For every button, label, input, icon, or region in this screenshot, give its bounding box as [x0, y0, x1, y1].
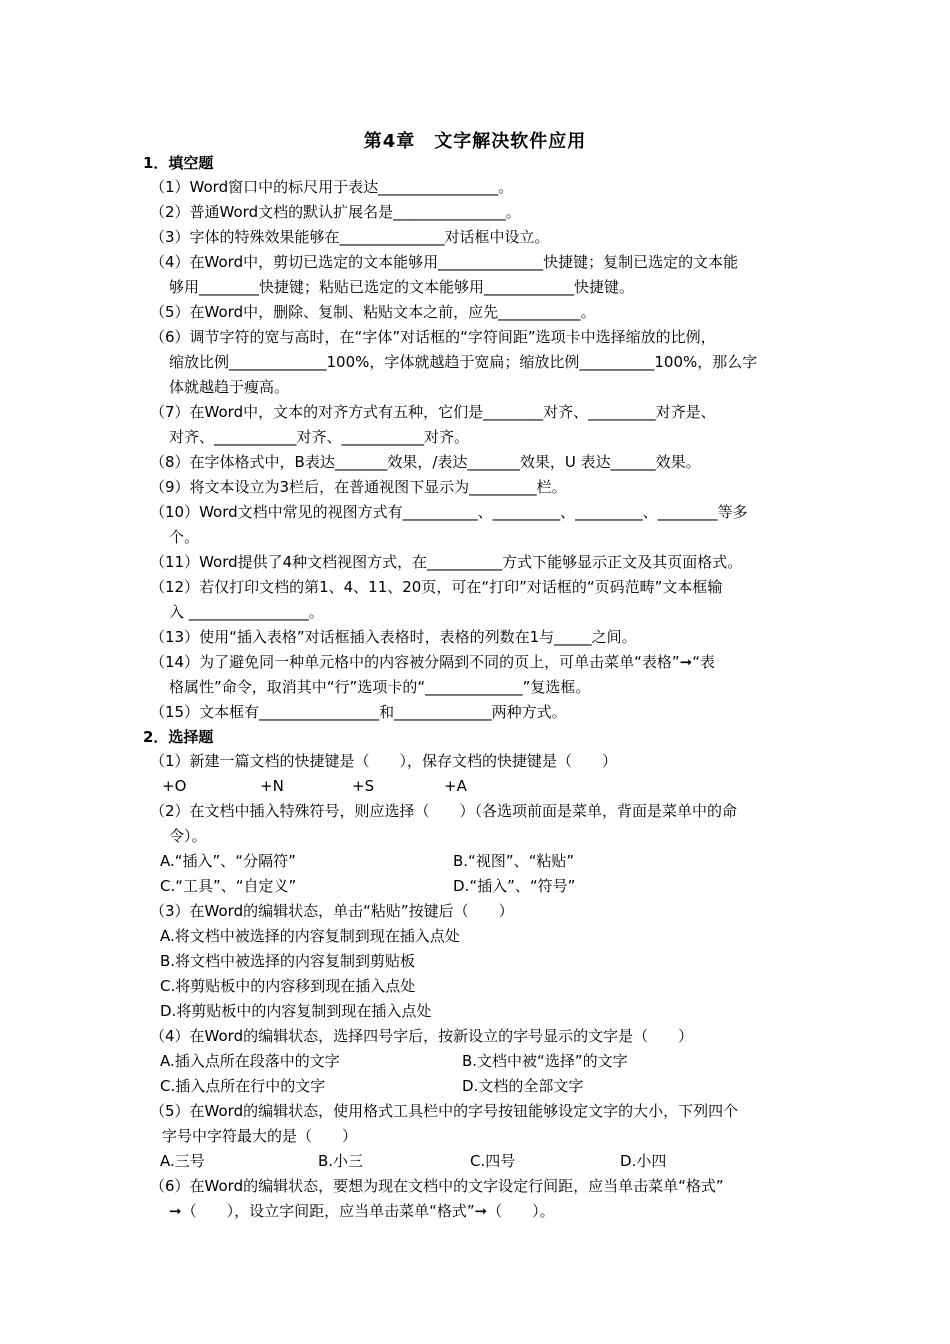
fill-section-heading: 1．填空题 — [143, 154, 214, 172]
choice-q2-option-a: A.“插入”、“分隔符” — [160, 852, 296, 870]
fill-q9: （9）将文本设立为3栏后，在普通视图下显示为_________栏。 — [150, 478, 567, 496]
choice-q5-option-c: C.四号 — [470, 1152, 516, 1170]
fill-q15: （15）文本框有________________和_____________两种方式。 — [150, 703, 567, 721]
fill-q12: （12）若仅打印文档的第1、4、11、20页，可在“打印”对话框的“页码范畴”文本框输 — [150, 578, 723, 596]
choice-q4-option-d: D.文档的全部文字 — [462, 1077, 584, 1095]
fill-q8: （8）在字体格式中，B表达_______效果，/表达_______效果，U 表达______效果。 — [150, 453, 701, 471]
choice-q1-option-4: +A — [444, 777, 467, 795]
choice-q5-option-a: A.三号 — [160, 1152, 205, 1170]
fill-q7: （7）在Word中，文本的对齐方式有五种，它们是________对齐、_________对齐是、 — [150, 403, 716, 421]
fill-q6-cont2: 体就越趋于瘦高。 — [169, 378, 290, 396]
choice-q5-cont: 字号中字符最大的是（ ） — [162, 1127, 358, 1145]
fill-q6-cont: 缩放比例_____________100%，字体就越趋于宽扁；缩放比例__________100%，那么字 — [169, 353, 758, 371]
choice-q5: （5）在Word的编辑状态，使用格式工具栏中的字号按钮能够设定文字的大小，下列四个 — [150, 1102, 739, 1120]
choice-q1-option-3: +S — [352, 777, 375, 795]
choice-q2-cont: 令）。 — [169, 827, 207, 845]
choice-q2-option-c: C.“工具”、“自定义” — [160, 877, 297, 895]
fill-q10-cont: 个。 — [169, 528, 200, 546]
choice-q4-option-b: B.文档中被“选择”的文字 — [462, 1052, 628, 1070]
choice-q5-option-d: D.小四 — [620, 1152, 667, 1170]
choice-q4: （4）在Word的编辑状态，选择四号字后，按新设立的字号显示的文字是（ ） — [150, 1027, 694, 1045]
fill-q13: （13）使用“插入表格”对话框插入表格时，表格的列数在1与_____之间。 — [150, 628, 637, 646]
choice-q1-option-2: +N — [260, 777, 284, 795]
fill-q10: （10）Word文档中常见的视图方式有__________、_________、_________、________等多 — [150, 503, 748, 521]
choice-q3-option-b: B.将文档中被选择的内容复制到剪贴板 — [160, 952, 416, 970]
choice-q3-option-a: A.将文档中被选择的内容复制到现在插入点处 — [160, 927, 460, 945]
fill-q4: （4）在Word中，剪切已选定的文本能够用______________快捷键；复制已选定的文本能 — [150, 253, 739, 271]
fill-q5: （5）在Word中，删除、复制、粘贴文本之前，应先___________。 — [150, 303, 596, 321]
choice-q4-option-a: A.插入点所在段落中的文字 — [160, 1052, 340, 1070]
fill-q12-cont: 入 ________________。 — [169, 603, 324, 621]
fill-q2: （2）普通Word文档的默认扩展名是_______________。 — [150, 203, 521, 221]
choice-q1-option-1: +O — [162, 777, 187, 795]
fill-q14: （14）为了避免同一种单元格中的内容被分隔到不同的页上，可单击菜单“表格”➞“表 — [150, 653, 715, 671]
choice-q5-option-b: B.小三 — [318, 1152, 364, 1170]
fill-q14-cont: 格属性”命令，取消其中“行”选项卡的“_____________”复选框。 — [169, 678, 591, 696]
fill-q4-cont: 够用________快捷键；粘贴已选定的文本能够用____________快捷键。 — [169, 278, 635, 296]
choice-q2-option-d: D.“插入”、“符号” — [453, 877, 576, 895]
choice-q1: （1）新建一篇文档的快捷键是（ ），保存文档的快捷键是（ ） — [150, 752, 618, 770]
choice-q2-option-b: B.“视图”、“粘贴” — [453, 852, 575, 870]
fill-q6: （6）调节字符的宽与高时，在“字体”对话框的“字符间距”选项卡中选择缩放的比例， — [150, 328, 716, 346]
fill-q3: （3）字体的特殊效果能够在______________对话框中设立。 — [150, 228, 550, 246]
fill-q7-cont: 对齐、___________对齐、___________对齐。 — [169, 428, 470, 446]
fill-q1: （1）Word窗口中的标尺用于表达________________。 — [150, 178, 514, 196]
choice-q3: （3）在Word的编辑状态，单击“粘贴”按键后（ ） — [150, 902, 514, 920]
choice-q3-option-c: C.将剪贴板中的内容移到现在插入点处 — [160, 977, 416, 995]
fill-q11: （11）Word提供了4种文档视图方式，在__________方式下能够显示正文及其页面格式。 — [150, 553, 743, 571]
choice-q6-cont: ➞（ ），设立字间距，应当单击菜单“格式”➞（ ）。 — [169, 1202, 555, 1220]
choice-q4-option-c: C.插入点所在行中的文字 — [160, 1077, 326, 1095]
choice-q3-option-d: D.将剪贴板中的内容复制到现在插入点处 — [160, 1002, 432, 1020]
chapter-title: 第4章 文字解决软件应用 — [363, 131, 587, 152]
choice-q2: （2）在文档中插入特殊符号，则应选择（ ）（各选项前面是菜单，背面是菜单中的命 — [150, 802, 738, 820]
choice-section-heading: 2．选择题 — [143, 728, 214, 746]
choice-q6: （6）在Word的编辑状态，要想为现在文档中的文字设定行间距，应当单击菜单“格式” — [150, 1177, 724, 1195]
